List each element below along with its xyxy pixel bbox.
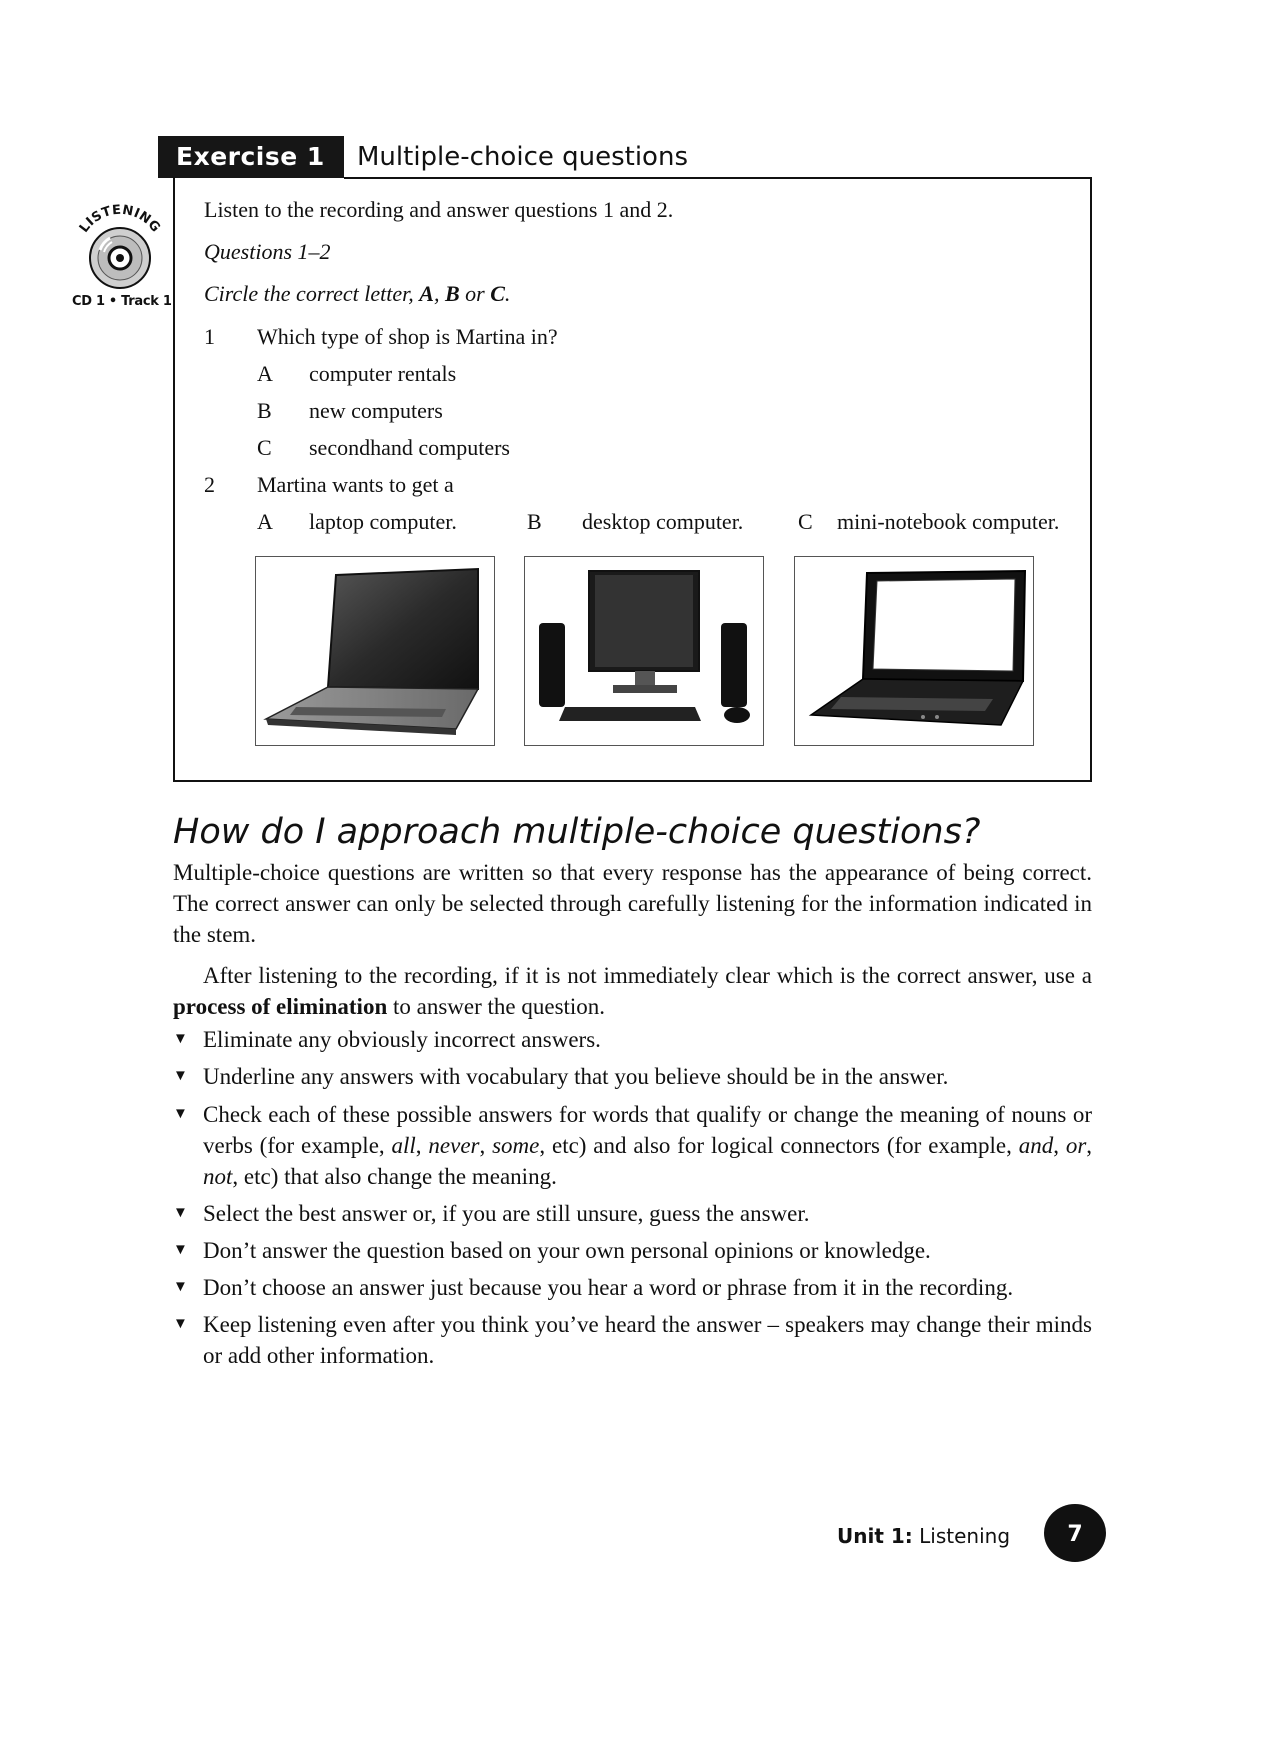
question-1-number: 1 xyxy=(204,324,215,349)
bullet-triangle-icon: ▼ xyxy=(173,1316,188,1332)
svg-text:LISTENING: LISTENING xyxy=(76,202,164,236)
page-number: 7 xyxy=(1067,1522,1083,1547)
section-heading: How do I approach multiple-choice questions? xyxy=(173,812,981,852)
question-2-number: 2 xyxy=(204,472,215,497)
question-2-stem: Martina wants to get a xyxy=(257,472,454,497)
page-number-badge xyxy=(1043,1503,1107,1563)
option-text: mini-notebook computer. xyxy=(837,509,1060,534)
mini-notebook-photo-icon xyxy=(794,556,1034,746)
section-paragraph-2: After listening to the recording, if it is not immediately clear which is the correct answer, use a process of elimination to answer the question. xyxy=(173,963,1092,1019)
bullet-triangle-icon: ▼ xyxy=(173,1279,188,1295)
option-text: computer rentals xyxy=(309,361,457,386)
cd-track-caption: CD 1 • Track 1 xyxy=(72,294,172,309)
option-letter: B xyxy=(257,398,272,423)
desktop-computer-photo-icon xyxy=(524,556,764,746)
option-text: new computers xyxy=(309,398,443,423)
footer-unit-label: Unit 1: Listening xyxy=(837,1524,1011,1548)
option-letter: C xyxy=(798,509,813,534)
bullet-triangle-icon: ▼ xyxy=(173,1031,188,1047)
section-paragraph-1: Multiple-choice questions are written so that every response has the appearance of being correct. The correct answer can only be selected through carefully listening for the information indicated in the stem. xyxy=(173,860,1092,947)
bullet-triangle-icon: ▼ xyxy=(173,1205,188,1221)
option-text: secondhand computers xyxy=(309,435,510,460)
question-1-stem: Which type of shop is Martina in? xyxy=(257,324,558,349)
circle-instruction: Circle the correct letter, A, B or C. xyxy=(204,281,511,306)
option-letter: A xyxy=(257,361,273,386)
exercise-badge: Exercise 1 xyxy=(158,136,344,178)
option-letter: B xyxy=(527,509,542,534)
bullet-triangle-icon: ▼ xyxy=(173,1242,188,1258)
bullet-triangle-icon: ▼ xyxy=(173,1106,188,1122)
questions-range: Questions 1–2 xyxy=(204,239,331,264)
option-letter: A xyxy=(257,509,273,534)
instruction-intro: Listen to the recording and answer questions 1 and 2. xyxy=(204,197,674,222)
laptop-photo-icon xyxy=(255,556,495,746)
option-text: laptop computer. xyxy=(309,509,457,534)
option-text: desktop computer. xyxy=(582,509,744,534)
bullet-triangle-icon: ▼ xyxy=(173,1068,188,1084)
option-letter: C xyxy=(257,435,272,460)
exercise-title: Multiple-choice questions xyxy=(357,142,688,172)
